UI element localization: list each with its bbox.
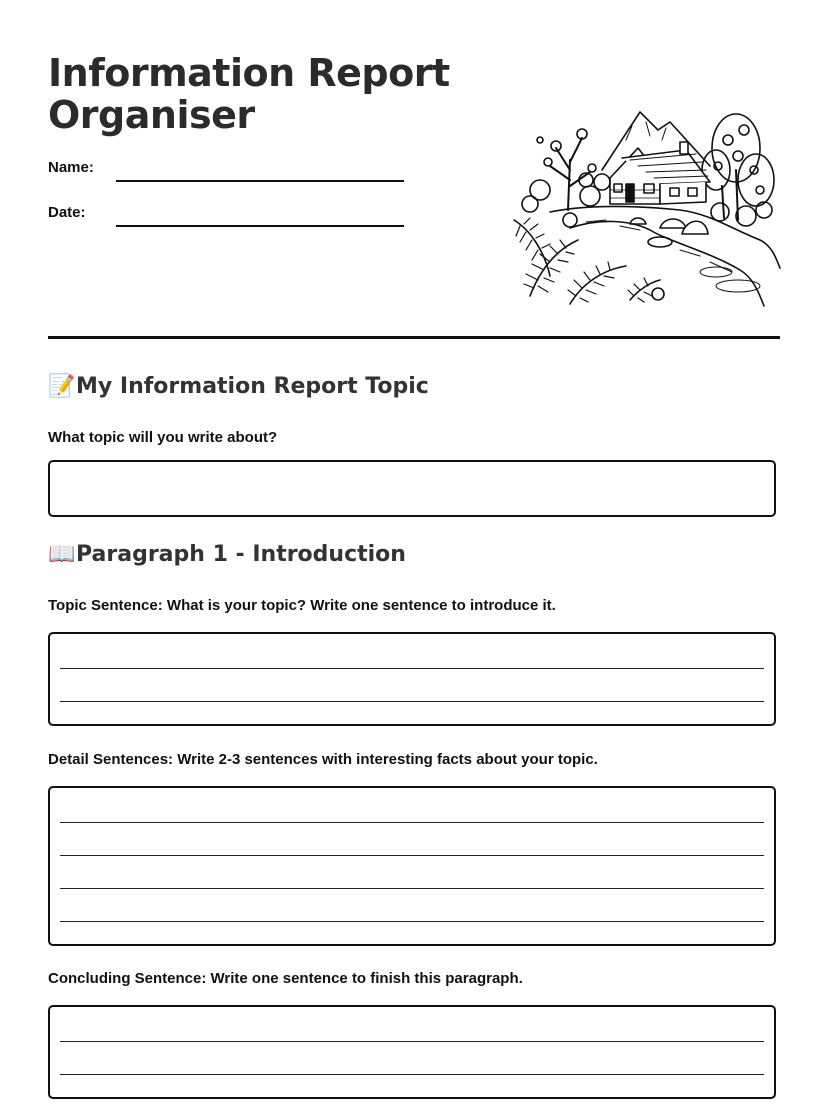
open-book-icon: 📖 xyxy=(48,542,76,567)
writing-line xyxy=(60,701,764,702)
topic-sentence-prompt: Topic Sentence: What is your topic? Write one sentence to introduce it. xyxy=(48,597,556,614)
paragraph1-section-title xyxy=(48,542,406,567)
name-field[interactable] xyxy=(116,180,404,182)
writing-line xyxy=(60,855,764,856)
page-title xyxy=(48,52,450,136)
cottage-landscape-illustration xyxy=(510,100,782,310)
writing-line xyxy=(60,1041,764,1042)
writing-line xyxy=(60,668,764,669)
detail-sentences-prompt: Detail Sentences: Write 2-3 sentences with interesting facts about your topic. xyxy=(48,751,598,768)
memo-icon: 📝 xyxy=(48,374,76,399)
header-divider xyxy=(48,336,780,339)
date-label: Date: xyxy=(48,204,86,221)
writing-line xyxy=(60,822,764,823)
writing-line xyxy=(60,921,764,922)
worksheet-header xyxy=(48,0,780,340)
concluding-sentence-box[interactable] xyxy=(48,1005,776,1099)
topic-section-title xyxy=(48,374,429,399)
title-line-1: Information Report xyxy=(48,51,450,95)
detail-sentences-box[interactable] xyxy=(48,786,776,946)
writing-line xyxy=(60,1074,764,1075)
paragraph1-section-title-text: Paragraph 1 - Introduction xyxy=(76,542,406,567)
topic-sentence-box[interactable] xyxy=(48,632,776,726)
date-field[interactable] xyxy=(116,225,404,227)
name-label: Name: xyxy=(48,159,94,176)
writing-line xyxy=(60,888,764,889)
title-line-2: Organiser xyxy=(48,93,255,137)
topic-section-title-text: My Information Report Topic xyxy=(76,374,429,399)
concluding-sentence-prompt: Concluding Sentence: Write one sentence to finish this paragraph. xyxy=(48,970,523,987)
topic-answer-box[interactable] xyxy=(48,460,776,517)
topic-prompt: What topic will you write about? xyxy=(48,429,278,446)
worksheet-page xyxy=(48,0,780,1118)
